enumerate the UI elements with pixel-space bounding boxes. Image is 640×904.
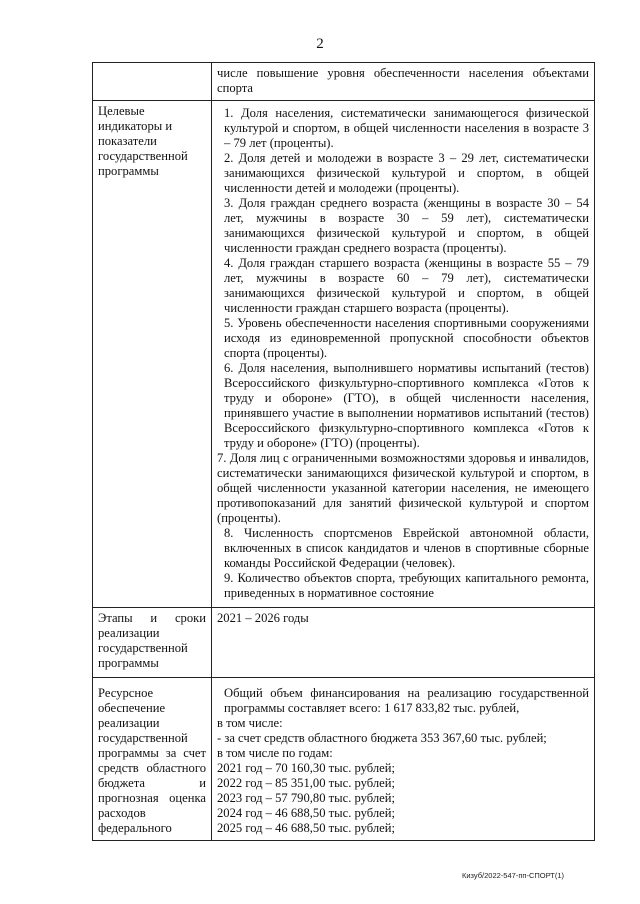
year-amount: 2022 год – 85 351,00 тыс. рублей; <box>217 776 395 790</box>
page-number: 2 <box>316 36 324 52</box>
year-amount: 2021 год – 70 160,30 тыс. рублей; <box>217 761 395 775</box>
document-code: Кизуб/2022-547-пп-СПОРТ(1) <box>462 871 564 880</box>
list-item: 9. Количество объектов спорта, требующих капитального ремонта, приведенных в нормативное состояние <box>224 571 589 600</box>
row-content: числе повышение уровня обеспеченности населения объектами спорта <box>212 63 595 101</box>
list-item: 1. Доля населения, систематически занимающегося физической культурой и спортом, в общей численности населения в возрасте 3 – 79 лет (проценты). <box>224 106 589 150</box>
resources-line: - за счет средств областного бюджета 353 367,60 тыс. рублей; <box>217 731 547 745</box>
resources-line: в том числе: <box>217 716 283 730</box>
list-item: 8. Численность спортсменов Еврейской автономной области, включенных в список кандидатов и членов в спортивные сборные команды Российской Федерации (человек). <box>224 526 589 570</box>
list-item: 5. Уровень обеспеченности населения спортивными сооружениями исходя из единовременной пропускной способности объектов спорта (проценты). <box>224 316 589 360</box>
list-item: 6. Доля населения, выполнившего нормативы испытаний (тестов) Всероссийского физкультурно-спортивного комплекса «Готов к труду и обороне» (ГТО), в общей численности населения, принявшего участие в выполнении нормативов испытаний (тестов) Всероссийского физкультурно-спортивного комплекса «Готов к труду и обороне» (ГТО) (проценты). <box>224 361 589 450</box>
table-row <box>93 678 595 841</box>
stages-value: 2021 – 2026 годы <box>212 608 595 678</box>
table-row <box>93 63 595 101</box>
list-item: 2. Доля детей и молодежи в возрасте 3 – 29 лет, систематически занимающихся физической культурой и спортом, в общей численности детей и молодежи (проценты). <box>224 151 589 195</box>
year-amount: 2024 год – 46 688,50 тыс. рублей; <box>217 806 395 820</box>
row-label-empty <box>93 63 212 101</box>
row-label-resources: Ресурсное обеспечение реализации государственной программы за счет средств областного бюджета и прогнозная оценка расходов федерального <box>93 678 212 841</box>
list-item: 4. Доля граждан старшего возраста (женщины в возрасте 55 – 79 лет, мужчины в возрасте 60 – 79 лет), систематически занимающихся физической культурой и спортом, в общей численности граждан старшего возраста (проценты). <box>224 256 589 315</box>
resources-line: в том числе по годам: <box>217 746 333 760</box>
list-item: 7. Доля лиц с ограниченными возможностями здоровья и инвалидов, систематически занимающихся физической культурой и спортом, в общей численности указанной категории населения, не имеющего противопоказаний для занятий физической культурой и спортом (проценты). <box>217 451 589 525</box>
row-label-stages: Этапы и сроки реализации государственной программы <box>93 608 212 678</box>
resources-intro: Общий объем финансирования на реализацию государственной программы составляет всего: 1 617 833,82 тыс. рублей, <box>224 686 589 715</box>
resources-content <box>212 678 595 841</box>
program-passport-table <box>92 62 595 841</box>
year-amount: 2025 год – 46 688,50 тыс. рублей; <box>217 821 395 835</box>
list-item: 3. Доля граждан среднего возраста (женщины в возрасте 30 – 54 лет, мужчины в возрасте 30 – 59 лет), систематически занимающихся физической культурой и спортом, в общей численности граждан среднего возраста (проценты). <box>224 196 589 255</box>
row-label-indicators: Целевые индикаторы и показатели государственной программы <box>93 101 212 608</box>
table-row <box>93 101 595 608</box>
year-amount: 2023 год – 57 790,80 тыс. рублей; <box>217 791 395 805</box>
table-row <box>93 608 595 678</box>
indicators-list <box>212 101 595 608</box>
